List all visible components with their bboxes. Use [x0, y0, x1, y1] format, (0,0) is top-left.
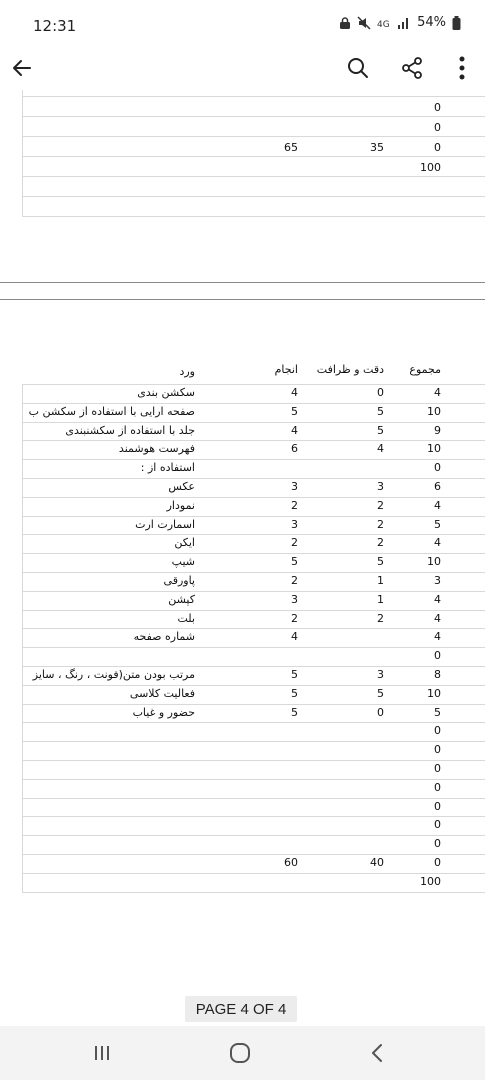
grid-line [22, 854, 485, 855]
row-done-value: 5 [291, 705, 298, 719]
nav-back-button[interactable] [357, 1038, 397, 1068]
row-total-value: 4 [434, 630, 441, 644]
header-accuracy: دقت و ظرافت [316, 363, 384, 376]
grid-line [22, 403, 485, 404]
grid-line [22, 779, 485, 780]
row-item-label: شماره صفحه [133, 630, 195, 644]
home-icon [229, 1042, 251, 1064]
grid-line [22, 516, 485, 517]
row-item-label: فعالیت کلاسی [129, 686, 195, 700]
top-total-cell: 0 [434, 121, 441, 134]
row-item-label: استفاده از : [140, 461, 195, 475]
row-item-label: پاورقی [163, 574, 195, 587]
row-item-label: عکس [168, 480, 195, 493]
row-accuracy-value: 5 [377, 686, 384, 700]
more-vert-icon [457, 55, 467, 81]
arrow-left-icon [11, 57, 33, 79]
grid-line [22, 422, 485, 423]
row-done-value: 60 [284, 856, 298, 869]
page-break-top [0, 282, 485, 283]
status-bar [0, 0, 485, 48]
row-total-value: 4 [434, 592, 441, 606]
row-done-value: 5 [291, 555, 298, 569]
row-total-value: 10 [427, 404, 441, 418]
row-accuracy-value: 0 [377, 386, 384, 399]
lock-icon [339, 17, 351, 29]
row-total-value: 8 [434, 668, 441, 681]
back-button[interactable] [4, 50, 40, 86]
row-done-value: 3 [291, 480, 298, 493]
grid-line [22, 892, 485, 893]
grid-line [22, 440, 485, 441]
row-item-label: بلت [177, 611, 195, 625]
grid-line [22, 497, 485, 498]
row-item-label: مرتب بودن متن(فونت ، رنگ ، سایز [32, 668, 195, 681]
svg-text:4G: 4G [377, 19, 390, 29]
row-done-value: 4 [291, 630, 298, 644]
row-total-value: 0 [434, 780, 441, 794]
row-accuracy-value: 40 [370, 856, 384, 869]
header-done: انجام [274, 363, 298, 376]
grid-line [22, 741, 485, 742]
mute-icon [357, 16, 371, 30]
status-icons [339, 15, 461, 30]
wifi-icon [377, 17, 391, 29]
row-done-value: 3 [291, 517, 298, 531]
row-total-value: 0 [434, 461, 441, 475]
grid-line [22, 90, 23, 216]
row-total-value: 10 [427, 555, 441, 569]
row-accuracy-value: 0 [377, 705, 384, 719]
grid-line [22, 534, 485, 535]
grid-line [22, 704, 485, 705]
search-button[interactable] [340, 50, 376, 86]
grid-line [22, 478, 485, 479]
page-indicator: PAGE 4 OF 4 [185, 996, 297, 1022]
grid-line [22, 384, 485, 385]
row-total-value: 4 [434, 536, 441, 550]
row-done-value: 3 [291, 592, 298, 606]
row-accuracy-value: 2 [377, 517, 384, 531]
grid-line [22, 591, 485, 592]
row-done-value: 2 [291, 536, 298, 550]
top-total-cell: 0 [434, 141, 441, 154]
battery-icon [452, 16, 461, 30]
toolbar [0, 48, 485, 90]
grid-line [22, 572, 485, 573]
top-sum-anjam: 65 [284, 141, 298, 154]
battery-percent: 54% [417, 15, 446, 30]
more-options-button[interactable] [444, 50, 480, 86]
grid-line [22, 666, 485, 667]
home-button[interactable] [220, 1038, 260, 1068]
row-total-value: 3 [434, 574, 441, 587]
grid-line [22, 459, 485, 460]
row-accuracy-value: 4 [377, 442, 384, 456]
status-time: 12:31 [33, 17, 77, 35]
row-total-value: 4 [434, 386, 441, 399]
row-item-label: اسمارت ارت [135, 517, 195, 531]
header-total: مجموع [409, 363, 441, 376]
grid-line [22, 196, 485, 197]
header-item: ورد [179, 365, 195, 378]
row-accuracy-value: 5 [377, 423, 384, 437]
row-item-label: جلد با استفاده از سکشنبندی [65, 423, 195, 437]
row-total-value: 100 [420, 874, 441, 888]
top-total-cell: 0 [434, 101, 441, 114]
row-total-value: 0 [434, 818, 441, 832]
grid-line [22, 798, 485, 799]
row-accuracy-value: 5 [377, 555, 384, 569]
row-item-label: کپشن [168, 592, 195, 606]
row-total-value: 0 [434, 724, 441, 738]
row-total-value: 0 [434, 762, 441, 775]
navigation-bar [0, 1026, 485, 1080]
document-view[interactable] [0, 90, 485, 1025]
row-done-value: 2 [291, 498, 298, 512]
row-done-value: 4 [291, 386, 298, 399]
grid-line [22, 176, 485, 177]
row-total-value: 0 [434, 856, 441, 869]
grid-line [22, 816, 485, 817]
top-total-cell: 100 [420, 161, 441, 174]
grid-line [22, 553, 485, 554]
signal-icon [397, 17, 411, 29]
grid-line [22, 647, 485, 648]
share-button[interactable] [394, 50, 430, 86]
row-item-label: ایکن [174, 536, 195, 550]
grid-line [22, 722, 485, 723]
page-break-bottom [0, 299, 485, 300]
row-item-label: حضور و غیاب [132, 705, 195, 719]
row-total-value: 4 [434, 611, 441, 625]
grid-line [22, 873, 485, 874]
row-total-value: 5 [434, 517, 441, 531]
share-icon [400, 56, 424, 80]
grid-line [22, 96, 485, 97]
grid-line [22, 760, 485, 761]
grid-line [22, 384, 23, 892]
row-accuracy-value: 2 [377, 498, 384, 512]
row-done-value: 2 [291, 611, 298, 625]
row-accuracy-value: 2 [377, 536, 384, 550]
grid-line [22, 136, 485, 137]
grid-line [22, 628, 485, 629]
row-done-value: 5 [291, 404, 298, 418]
row-done-value: 4 [291, 423, 298, 437]
row-item-label: نمودار [166, 498, 195, 512]
row-done-value: 6 [291, 442, 298, 456]
row-accuracy-value: 2 [377, 611, 384, 625]
row-total-value: 6 [434, 480, 441, 493]
row-total-value: 5 [434, 705, 441, 719]
grid-line [22, 685, 485, 686]
nav-back-icon [370, 1043, 384, 1063]
row-item-label: صفحه ارایی با استفاده از سکشن ب [28, 404, 195, 418]
grid-line [22, 156, 485, 157]
top-sum-deghat: 35 [370, 141, 384, 154]
row-accuracy-value: 5 [377, 404, 384, 418]
row-accuracy-value: 3 [377, 668, 384, 681]
row-done-value: 5 [291, 686, 298, 700]
row-accuracy-value: 1 [377, 592, 384, 606]
row-total-value: 0 [434, 743, 441, 757]
recent-apps-icon [93, 1044, 111, 1062]
row-total-value: 10 [427, 686, 441, 700]
row-item-label: سکشن بندی [137, 386, 195, 399]
row-item-label: فهرست هوشمند [118, 442, 195, 456]
row-item-label: شیپ [171, 555, 195, 569]
grid-line [22, 216, 485, 217]
row-total-value: 10 [427, 442, 441, 456]
row-total-value: 9 [434, 423, 441, 437]
row-accuracy-value: 1 [377, 574, 384, 587]
row-total-value: 0 [434, 649, 441, 663]
row-done-value: 2 [291, 574, 298, 587]
row-total-value: 0 [434, 837, 441, 851]
search-icon [346, 56, 370, 80]
recent-apps-button[interactable] [82, 1038, 122, 1068]
row-accuracy-value: 3 [377, 480, 384, 493]
row-total-value: 4 [434, 498, 441, 512]
grid-line [22, 835, 485, 836]
row-total-value: 0 [434, 799, 441, 813]
grid-line [22, 610, 485, 611]
row-done-value: 5 [291, 668, 298, 681]
grid-line [22, 116, 485, 117]
